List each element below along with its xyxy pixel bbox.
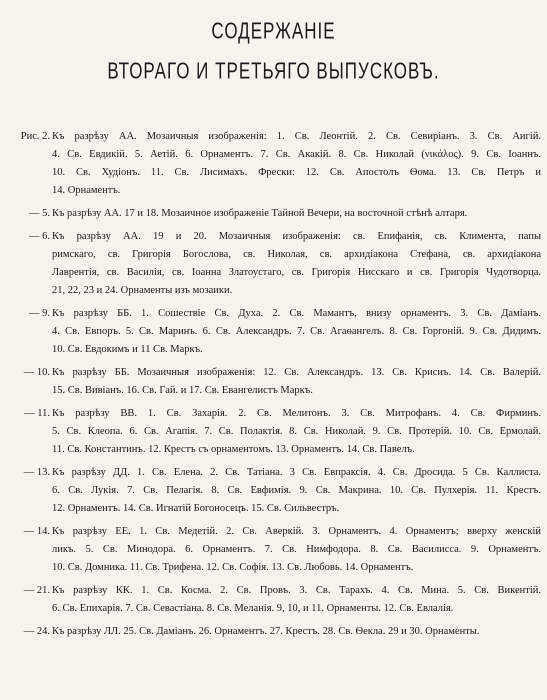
figure-number: — 21. bbox=[23, 585, 50, 596]
entry-text-line: ликъ. 5. Св. Минодора. 6. Орнаментъ. 7. Св. Нимфодора. 8. Св. Василисса. 9. Орнаментъ. bbox=[52, 544, 541, 555]
entry-text-line: 14. Орнаментъ. bbox=[52, 185, 121, 196]
contents-entry bbox=[0, 228, 547, 300]
entry-text-line: Къ разрѣзу ДД. 1. Св. Елена. 2. Св. Татіана. 3 Св. Евпраксія. 4. Св. Дросида. 5 Св. Каллиста. bbox=[52, 467, 541, 478]
page-subtitle: ВТОРАГО И ТРЕТЬЯГО ВЫПУСКОВЪ. bbox=[107, 58, 440, 84]
entry-text-line: Къ разрѣзу АА. 19 и 20. Мозаичныя изображенія: св. Епифанія, св. Климента, папы bbox=[52, 231, 541, 242]
entry-text-line: 6. Св. Епихарія. 7. Св. Севастіана. 8. Св. Меланія. 9, 10, и 11. Орнаменты. 12. Св. Евлалія. bbox=[52, 603, 454, 614]
entry-text-line: римскаго, св. Григорія Богослова, св. Николая, св. архидіакона Стефана, св. архидіакона bbox=[52, 249, 541, 260]
entry-text-line: Къ разрѣзу ББ. Мозаичныя изображенія: 12. Св. Александръ. 13. Св. Крисиъ. 14. Св. Валерій. bbox=[52, 367, 541, 378]
entry-text-line: 4. Св. Евпоръ. 5. Св. Маринъ. 6. Св. Александръ. 7. Св. Агаѳангелъ. 8. Св. Горгоній. 9. Св. Дидимъ. bbox=[52, 326, 541, 337]
entry-text-line: Къ разрѣзу ББ. 1. Сошествіе Св. Духа. 2. Св. Мамантъ, внизу орнаментъ. 3. Св. Даміанъ. bbox=[52, 308, 541, 319]
contents-entry bbox=[0, 305, 547, 359]
entry-text-line: Къ разрѣзу ВВ. 1. Св. Захарія. 2. Св. Мелитонъ. 3. Св. Митрофанъ. 4. Св. Фирминъ. bbox=[52, 408, 541, 419]
entry-text-line: 6. Св. Лукія. 7. Св. Пелагія. 8. Св. Евфимія. 9. Св. Макрина. 10. Св. Пулхерія. 11. Крестъ. bbox=[52, 485, 541, 496]
page-title: СОДЕРЖАНІЕ bbox=[211, 18, 336, 44]
entry-text-line: 10. Св. Евдокимъ и 11 Св. Маркъ. bbox=[52, 344, 203, 355]
figure-number: — 5. bbox=[29, 208, 50, 219]
entry-text-line: 15. Св. Вивіанъ. 16. Св. Гай. и 17. Св. Евангелистъ Маркъ. bbox=[52, 385, 313, 396]
entry-text-line: Къ разрѣзу АА. 17 и 18. Мозаичное изображеніе Тайной Вечери, на восточной стѣнѣ алтаря. bbox=[52, 208, 468, 219]
entry-text-line: 12. Орнаментъ. 14. Св. Игнатій Богоносецъ. 15. Св. Сильвестръ. bbox=[52, 503, 340, 514]
figure-number: — 10. bbox=[23, 367, 50, 378]
contents-entry bbox=[0, 582, 547, 618]
entry-text-line: 5. Св. Клеопа. 6. Св. Агапія. 7. Св. Полактія. 8. Св. Николай. 9. Св. Протерій. 10. Св. Ермолай. bbox=[52, 426, 541, 437]
contents-entry bbox=[0, 464, 547, 518]
entry-text-line: 10. Св. Худіонъ. 11. Св. Лисимахъ. Фрески: 12. Св. Апостолъ Ѳома. 13. Св. Петръ и bbox=[52, 167, 541, 178]
contents-list bbox=[0, 128, 547, 646]
entry-text-line: 4. Св. Евдикій. 5. Аетій. 6. Орнаментъ. 7. Св. Акакій. 8. Св. Николай (νικάλος). 9. Св. Іоаннъ. bbox=[52, 149, 541, 160]
figure-number: — 9. bbox=[29, 308, 50, 319]
contents-entry bbox=[0, 128, 547, 200]
contents-entry bbox=[0, 205, 547, 223]
figure-number: — 24. bbox=[23, 626, 50, 637]
figure-number: Рис. 2. bbox=[20, 131, 50, 142]
contents-entry bbox=[0, 523, 547, 577]
entry-text-line: 11. Св. Константинъ. 12. Крестъ съ орнаментомъ. 13. Орнаментъ. 14. Св. Павелъ. bbox=[52, 444, 415, 455]
contents-entry bbox=[0, 364, 547, 400]
contents-entry bbox=[0, 623, 547, 641]
entry-text-line: Къ разрѣзу КК. 1. Св. Косма. 2. Св. Провъ. 3. Св. Тарахъ. 4. Св. Мина. 5. Св. Викентій. bbox=[52, 585, 541, 596]
entry-text-line: 21, 22, 23 и 24. Орнаменты изъ мозаики. bbox=[52, 285, 233, 296]
entry-text-line: Къ разрѣзу АА. Мозаичныя изображенія: 1. Св. Леонтій. 2. Св. Севиріанъ. 3. Св. Аигій. bbox=[52, 131, 541, 142]
entry-text-line: Къ разрѣзу ЕЕ. 1. Св. Медетій. 2. Св. Аверкій. 3. Орнаментъ. 4. Орнаментъ; вверху женскій bbox=[52, 526, 541, 537]
figure-number: — 13. bbox=[23, 467, 50, 478]
figure-number: — 6. bbox=[29, 231, 50, 242]
figure-number: — 11. bbox=[24, 408, 50, 419]
contents-entry bbox=[0, 405, 547, 459]
entry-text-line: Къ разрѣзу ЛЛ. 25. Св. Даміанъ. 26. Орнаментъ. 27. Крестъ. 28. Св. Ѳекла. 29 и 30. Орнаменты. bbox=[52, 626, 480, 637]
figure-number: — 14. bbox=[23, 526, 50, 537]
entry-text-line: Лаврентія, св. Василія, св. Іоанна Златоустаго, св. Григорія Нисскаго и св. Григорія Чудотворца. bbox=[52, 267, 541, 278]
entry-text-line: 10. Св. Домника. 11. Св. Трифена. 12. Св. Софія. 13. Св. Любовь. 14. Орнаментъ. bbox=[52, 562, 414, 573]
